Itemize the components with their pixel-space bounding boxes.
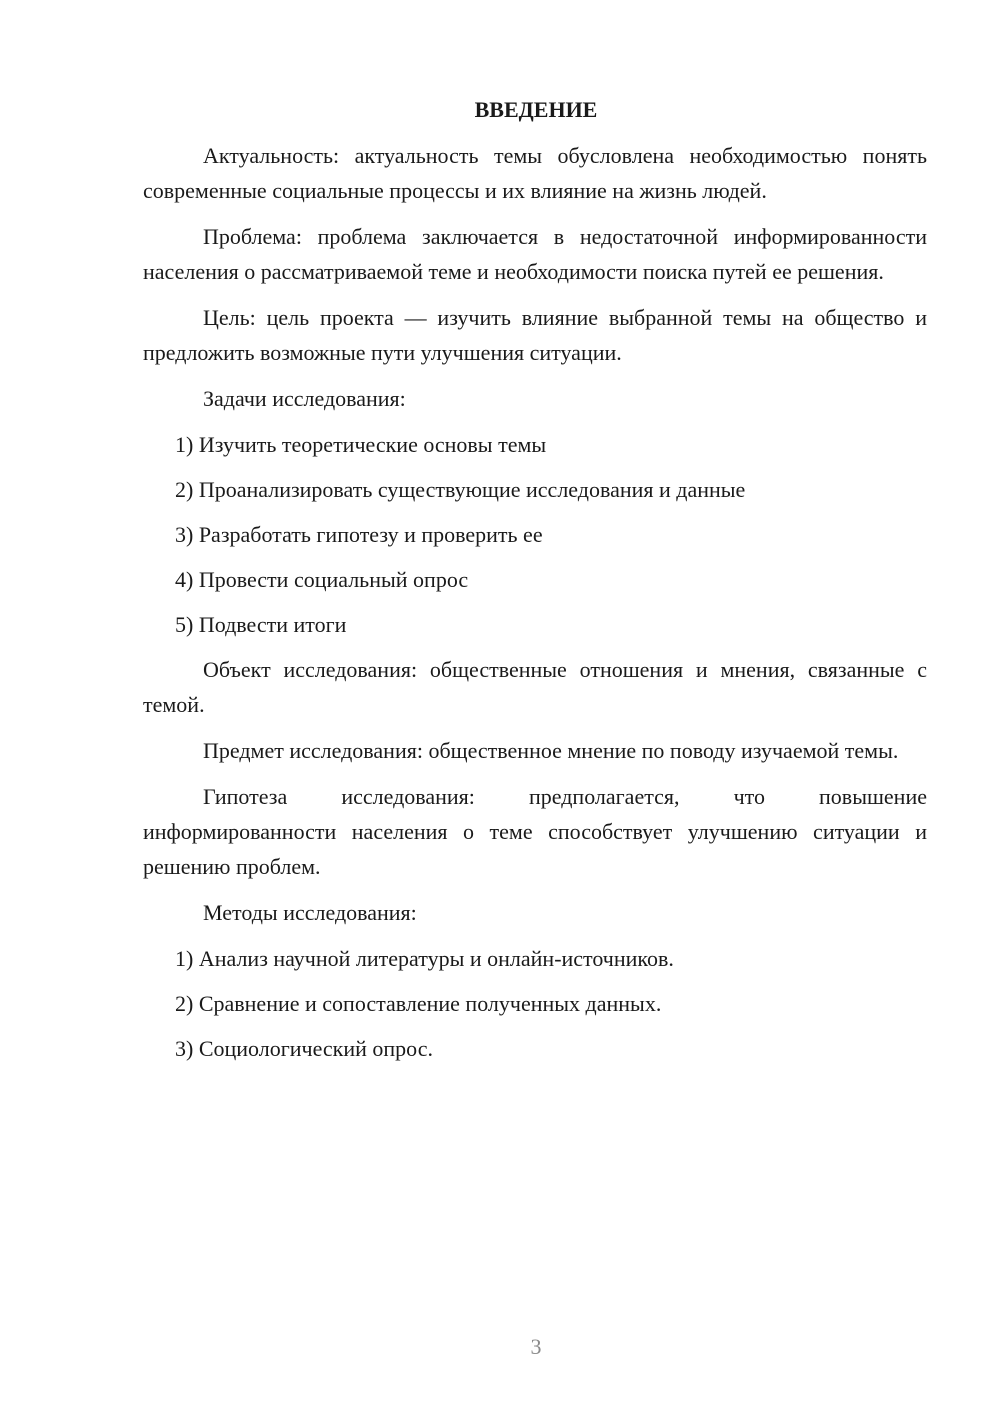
section-title: ВВЕДЕНИЕ — [474, 97, 598, 122]
tasks-list — [143, 427, 927, 642]
page-number: 3 — [530, 1334, 542, 1359]
method-item: 2) Сравнение и сопоставление полученных данных. — [175, 991, 662, 1016]
subject-paragraph: Предмет исследования: общественное мнение по поводу изучаемой темы. — [203, 738, 899, 763]
task-item: 2) Проанализировать существующие исследования и данные — [175, 477, 746, 502]
method-item: 3) Социологический опрос. — [175, 1036, 433, 1061]
problem-paragraph: Проблема: проблема заключается в недостаточной информированности населения о рассматриваемой теме и необходимости поиска путей ее решения. — [143, 224, 927, 284]
tasks-heading: Задачи исследования: — [203, 386, 406, 411]
methods-heading: Методы исследования: — [203, 900, 417, 925]
object-paragraph: Объект исследования: общественные отношения и мнения, связанные с темой. — [143, 657, 927, 717]
relevance-paragraph: Актуальность: актуальность темы обусловлена необходимостью понять современные социальные процессы и их влияние на жизнь людей. — [143, 143, 927, 203]
task-item: 4) Провести социальный опрос — [175, 567, 469, 592]
methods-list — [143, 941, 927, 1066]
page-content — [143, 92, 927, 1076]
task-item: 3) Разработать гипотезу и проверить ее — [175, 522, 543, 547]
goal-paragraph: Цель: цель проекта — изучить влияние выбранной темы на общество и предложить возможные пути улучшения ситуации. — [143, 305, 927, 365]
hypothesis-paragraph: Гипотеза исследования: предполагается, что повышение информированности населения о теме способствует улучшению ситуации и решению проблем. — [143, 784, 927, 879]
task-item: 1) Изучить теоретические основы темы — [175, 432, 547, 457]
method-item: 1) Анализ научной литературы и онлайн-источников. — [175, 946, 674, 971]
task-item: 5) Подвести итоги — [175, 612, 347, 637]
